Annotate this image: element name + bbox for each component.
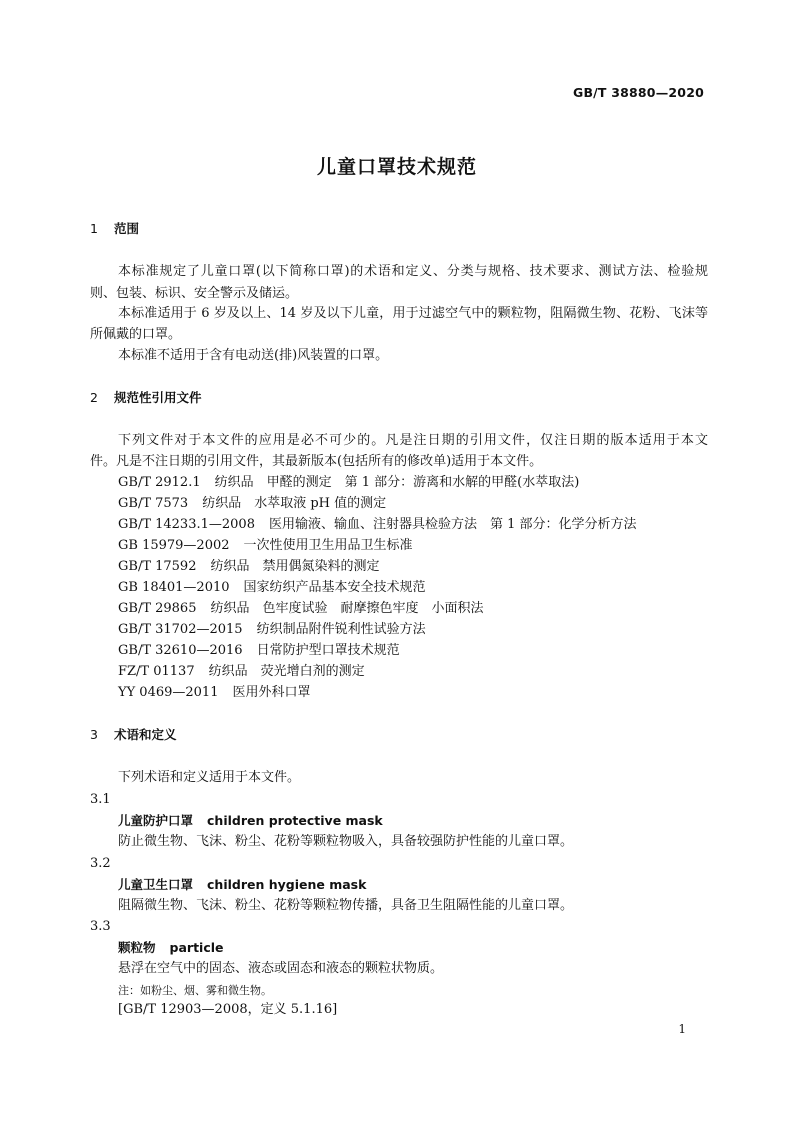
- reference-item: [118, 664, 365, 680]
- reference-item: [118, 622, 426, 638]
- reference-code: GB/T 2912.1: [118, 475, 201, 490]
- reference-code: GB/T 29865: [118, 601, 197, 616]
- term-heading: [118, 877, 366, 893]
- reference-title: 纺织品 水萃取液 pH 值的测定: [202, 496, 387, 511]
- section-2-number: 2: [90, 390, 98, 405]
- section-2-heading: [90, 390, 202, 406]
- reference-code: YY 0469—2011: [118, 685, 219, 700]
- term-number: 3.2: [90, 856, 111, 871]
- reference-code: GB 18401—2010: [118, 580, 230, 595]
- normative-intro-line1: 下列文件对于本文件的应用是必不可少的。凡是注日期的引用文件，仅注日期的版本适用于本文: [118, 433, 708, 448]
- term-number: 3.1: [90, 792, 111, 807]
- page-number: 1: [678, 1022, 686, 1036]
- term-definition: 悬浮在空气中的固态、液态或固态和液态的颗粒状物质。: [118, 961, 444, 976]
- reference-item: [118, 517, 637, 533]
- reference-item: [118, 559, 380, 575]
- reference-item: [118, 580, 426, 596]
- term-heading: [118, 813, 383, 829]
- scope-para1-line2: 则、包装、标识、安全警示及储运。: [90, 286, 299, 301]
- term-chinese: 儿童卫生口罩: [118, 877, 194, 892]
- reference-item: [118, 685, 310, 701]
- reference-code: GB/T 17592: [118, 559, 197, 574]
- terms-intro: 下列术语和定义适用于本文件。: [118, 770, 301, 785]
- reference-code: FZ/T 01137: [118, 664, 195, 679]
- reference-code: GB/T 14233.1—2008: [118, 517, 255, 532]
- reference-item: [118, 643, 400, 659]
- reference-title: 纺织品 甲醛的测定 第 1 部分：游离和水解的甲醛(水萃取法): [214, 475, 580, 490]
- term-chinese: 颗粒物: [118, 940, 156, 955]
- section-3-title: 术语和定义: [114, 727, 177, 742]
- term-english: children hygiene mask: [207, 877, 367, 892]
- reference-title: 医用外科口罩: [232, 685, 311, 700]
- term-number: 3.3: [90, 919, 111, 934]
- section-3-number: 3: [90, 727, 98, 742]
- reference-title: 纺织品 荧光增白剂的测定: [208, 664, 365, 679]
- reference-code: GB/T 31702—2015: [118, 622, 243, 637]
- reference-title: 一次性使用卫生用品卫生标准: [243, 538, 413, 553]
- term-definition: 防止微生物、飞沫、粉尘、花粉等颗粒物吸入，具备较强防护性能的儿童口罩。: [118, 834, 574, 849]
- scope-para2-line1: 本标准适用于 6 岁及以上、14 岁及以下儿童，用于过滤空气中的颗粒物，阻隔微生物、花粉、飞沫等: [118, 306, 708, 321]
- reference-title: 国家纺织产品基本安全技术规范: [243, 580, 426, 595]
- section-1-title: 范围: [114, 221, 140, 236]
- reference-code: GB/T 32610—2016: [118, 643, 243, 658]
- reference-title: 纺织品 色牢度试验 耐摩擦色牢度 小面积法: [210, 601, 484, 616]
- term-definition: 阻隔微生物、飞沫、粉尘、花粉等颗粒物传播，具备卫生阻隔性能的儿童口罩。: [118, 898, 574, 913]
- term-english: particle: [169, 940, 224, 955]
- reference-title: 纺织制品附件锐利性试验方法: [256, 622, 426, 637]
- reference-title: 医用输液、输血、注射器具检验方法 第 1 部分：化学分析方法: [268, 517, 637, 532]
- section-1-heading: [90, 221, 139, 237]
- scope-para2-line2: 所佩戴的口罩。: [90, 327, 182, 342]
- term-note: 注：如粉尘、烟、雾和微生物。: [118, 984, 272, 997]
- term-source: [GB/T 12903—2008，定义 5.1.16]: [118, 1002, 338, 1017]
- reference-code: GB 15979—2002: [118, 538, 230, 553]
- term-chinese: 儿童防护口罩: [118, 813, 194, 828]
- section-1-number: 1: [90, 221, 98, 236]
- reference-title: 纺织品 禁用偶氮染料的测定: [210, 559, 380, 574]
- term-english: children protective mask: [207, 813, 383, 828]
- section-3-heading: [90, 727, 177, 743]
- reference-code: GB/T 7573: [118, 496, 189, 511]
- normative-intro-line2: 件。凡是不注日期的引用文件，其最新版本(包括所有的修改单)适用于本文件。: [90, 454, 543, 469]
- scope-para3: 本标准不适用于含有电动送(排)风装置的口罩。: [118, 348, 389, 363]
- reference-item: [118, 496, 386, 512]
- reference-item: [118, 475, 579, 491]
- scope-para1-line1: 本标准规定了儿童口罩(以下简称口罩)的术语和定义、分类与规格、技术要求、测试方法、检验规: [118, 264, 708, 279]
- reference-title: 日常防护型口罩技术规范: [256, 643, 400, 658]
- term-heading: [118, 940, 224, 956]
- document-title: 儿童口罩技术规范: [316, 156, 477, 178]
- section-2-title: 规范性引用文件: [114, 390, 202, 405]
- reference-item: [118, 601, 484, 617]
- reference-item: [118, 538, 413, 554]
- standard-number: GB/T 38880—2020: [572, 85, 704, 100]
